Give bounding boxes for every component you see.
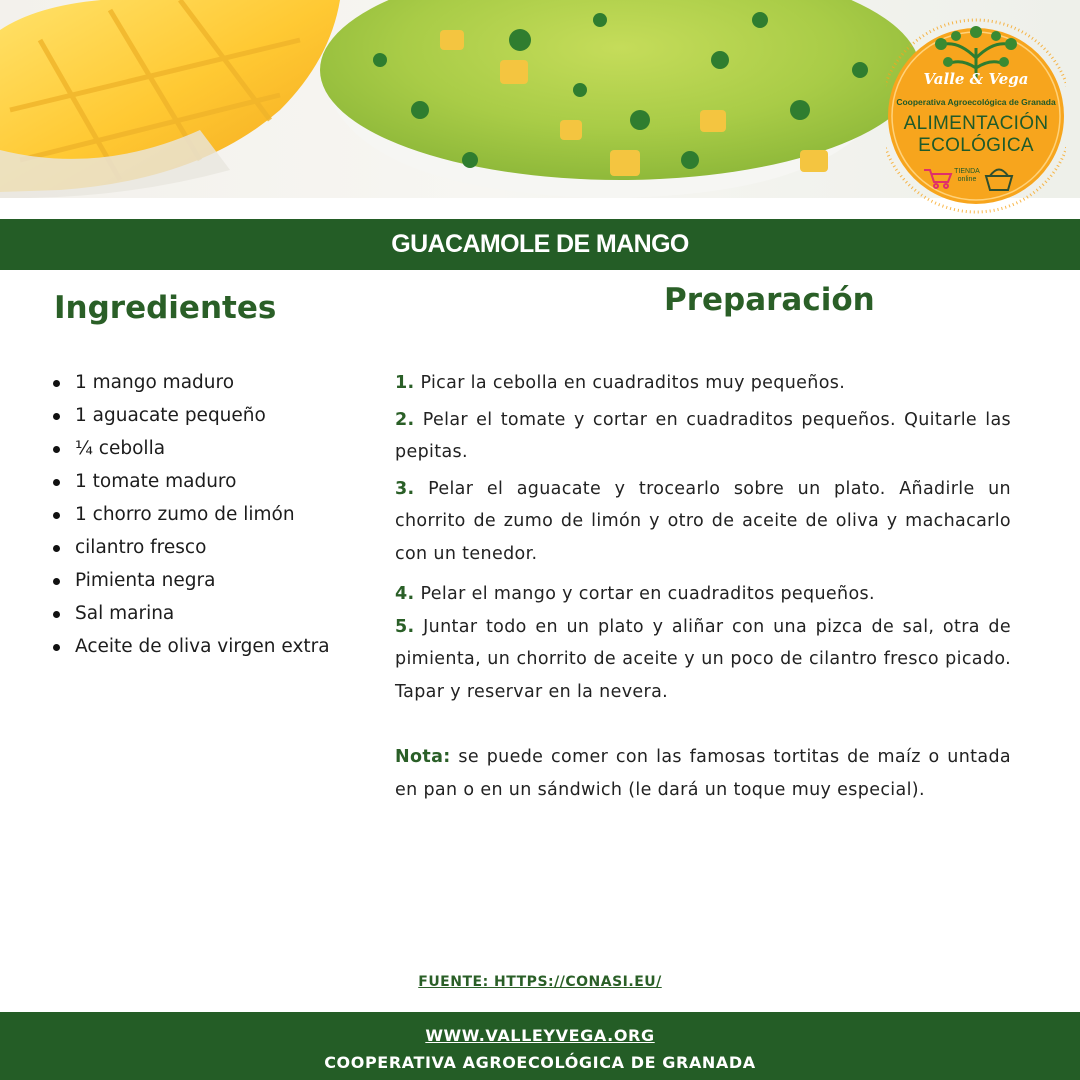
preparation-steps (395, 367, 1011, 806)
logo-coop: Cooperativa Agroecológica de Granada (896, 97, 1056, 107)
list-item (52, 600, 372, 633)
footer (0, 1012, 1080, 1080)
step-2 (395, 404, 1011, 469)
step-number: 5. (395, 616, 415, 637)
preparation-heading: Preparación (664, 282, 875, 318)
list-item (52, 501, 372, 534)
list-item (52, 534, 372, 567)
step-number: 1. (395, 373, 415, 393)
logo-shop-line1: TIENDA (954, 168, 980, 175)
step-number: 4. (395, 584, 415, 604)
ingredient-text: cilantro fresco (75, 537, 207, 558)
source-link[interactable]: FUENTE: HTTPS://CONASI.EU/ (418, 974, 662, 990)
note-label: Nota: (395, 747, 451, 767)
website-link[interactable]: WWW.VALLEYVEGA.ORG (425, 1026, 655, 1045)
step-text: Pelar el tomate y cortar en cuadraditos pequeños. Quitarle las pepitas. (395, 409, 1012, 462)
list-item (52, 435, 372, 468)
ingredient-text: 1 chorro zumo de limón (75, 504, 295, 525)
step-text: Juntar todo en un plato y aliñar con una pizca de sal, otra de pimienta, un chorrito de aceite y un poco de cilantro fresco picado. Tapar y reservar en la nevera. (395, 616, 1011, 702)
bullet-icon (53, 611, 60, 618)
bullet-icon (53, 644, 60, 651)
bullet-icon (53, 479, 60, 486)
ingredient-text: Sal marina (75, 603, 175, 624)
step-3 (395, 473, 1011, 571)
ingredient-text: ¼ cebolla (75, 438, 166, 459)
bullet-icon (53, 512, 60, 519)
footer-coop: COOPERATIVA AGROECOLÓGICA DE GRANADA (324, 1053, 756, 1072)
step-1 (395, 367, 1011, 400)
ingredient-text: 1 aguacate pequeño (75, 405, 266, 426)
ingredient-text: Pimienta negra (75, 570, 216, 591)
step-text: Pelar el mango y cortar en cuadraditos pequeños. (420, 584, 875, 604)
ingredient-text: 1 tomate maduro (75, 471, 237, 492)
bullet-icon (53, 578, 60, 585)
step-text: Pelar el aguacate y trocearlo sobre un plato. Añadirle un chorrito de zumo de limón y otro de aceite de oliva y machacarlo con un tenedor. (395, 478, 1011, 564)
bullet-icon (53, 380, 60, 387)
logo-brand: Valle & Vega (923, 70, 1029, 88)
note (395, 741, 1011, 806)
title-bar (0, 219, 1080, 270)
recipe-title: GUACAMOLE DE MANGO (391, 230, 689, 258)
ingredient-text: 1 mango maduro (75, 372, 235, 393)
list-item (52, 633, 372, 666)
list-item (52, 468, 372, 501)
note-text: se puede comer con las famosas tortitas de maíz o untada en pan o en un sándwich (le dará un toque muy especial). (395, 747, 1011, 800)
ingredients-list (52, 369, 372, 666)
logo-shop-line2: online (957, 176, 977, 183)
valle-vega-logo (886, 18, 1066, 218)
list-item (52, 402, 372, 435)
step-4 (395, 578, 1011, 611)
list-item (52, 369, 372, 402)
bullet-icon (53, 413, 60, 420)
logo-line2: ECOLÓGICA (918, 135, 1034, 156)
step-number: 3. (395, 478, 415, 499)
ingredients-heading: Ingredientes (54, 290, 277, 326)
step-5 (395, 611, 1011, 709)
list-item (52, 567, 372, 600)
bullet-icon (53, 446, 60, 453)
logo-line1: ALIMENTACIÓN (903, 113, 1049, 134)
step-text: Picar la cebolla en cuadraditos muy pequeños. (420, 373, 846, 393)
logo-shop (952, 168, 982, 184)
ingredient-text: Aceite de oliva virgen extra (75, 636, 330, 657)
step-number: 2. (395, 409, 415, 430)
bullet-icon (53, 545, 60, 552)
